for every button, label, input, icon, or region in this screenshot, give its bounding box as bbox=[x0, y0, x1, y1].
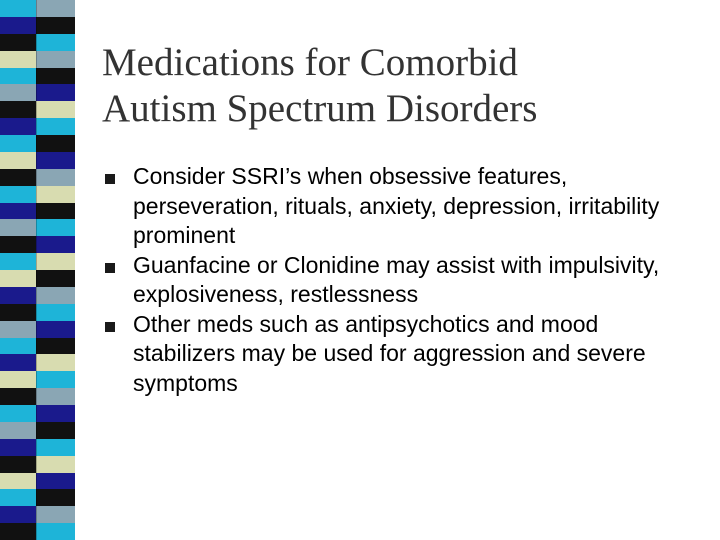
bullet-list bbox=[102, 162, 702, 398]
stripe-block bbox=[0, 152, 75, 169]
bullet-text: Consider SSRI’s when obsessive features, perseveration, rituals, anxiety, depression, irritability prominent bbox=[133, 163, 660, 248]
stripe-block bbox=[0, 0, 75, 17]
bullet-item bbox=[102, 162, 702, 251]
stripe-block bbox=[0, 253, 75, 270]
stripe-block bbox=[0, 169, 75, 186]
stripe-block bbox=[0, 287, 75, 304]
bullet-text: Guanfacine or Clonidine may assist with impulsivity, explosiveness, restlessness bbox=[133, 251, 660, 307]
stripe-block bbox=[0, 506, 75, 523]
stripe-block bbox=[0, 489, 75, 506]
stripe-block bbox=[0, 34, 75, 51]
bullet-item bbox=[102, 310, 702, 399]
square-bullet-icon bbox=[105, 322, 115, 332]
decorative-stripe-bar bbox=[0, 0, 75, 540]
stripe-block bbox=[0, 236, 75, 253]
stripe-block bbox=[0, 84, 75, 101]
stripe-block bbox=[0, 405, 75, 422]
stripe-block bbox=[0, 118, 75, 135]
stripe-block bbox=[0, 354, 75, 371]
slide-title bbox=[102, 40, 702, 132]
square-bullet-icon bbox=[105, 174, 115, 184]
stripe-block bbox=[0, 270, 75, 287]
stripe-block bbox=[0, 51, 75, 68]
stripe-block bbox=[0, 321, 75, 338]
stripe-block bbox=[0, 371, 75, 388]
stripe-block bbox=[0, 17, 75, 34]
bullet-item bbox=[102, 251, 702, 310]
stripe-block bbox=[0, 203, 75, 220]
stripe-block bbox=[0, 422, 75, 439]
bullet-text: Other meds such as antipsychotics and mood stabilizers may be used for aggression and severe symptoms bbox=[133, 310, 646, 396]
stripe-block bbox=[0, 523, 75, 540]
stripe-block bbox=[0, 186, 75, 203]
stripe-block bbox=[0, 135, 75, 152]
stripe-block bbox=[0, 304, 75, 321]
slide-title-line-2: Autism Spectrum Disorders bbox=[102, 87, 538, 130]
stripe-block bbox=[0, 388, 75, 405]
stripe-block bbox=[0, 338, 75, 355]
stripe-block bbox=[0, 473, 75, 490]
stripe-block bbox=[0, 68, 75, 85]
stripe-block bbox=[0, 219, 75, 236]
stripe-block bbox=[0, 456, 75, 473]
slide-title-line-1: Medications for Comorbid bbox=[102, 41, 518, 84]
stripe-block bbox=[0, 101, 75, 118]
square-bullet-icon bbox=[105, 263, 115, 273]
stripe-block bbox=[0, 439, 75, 456]
